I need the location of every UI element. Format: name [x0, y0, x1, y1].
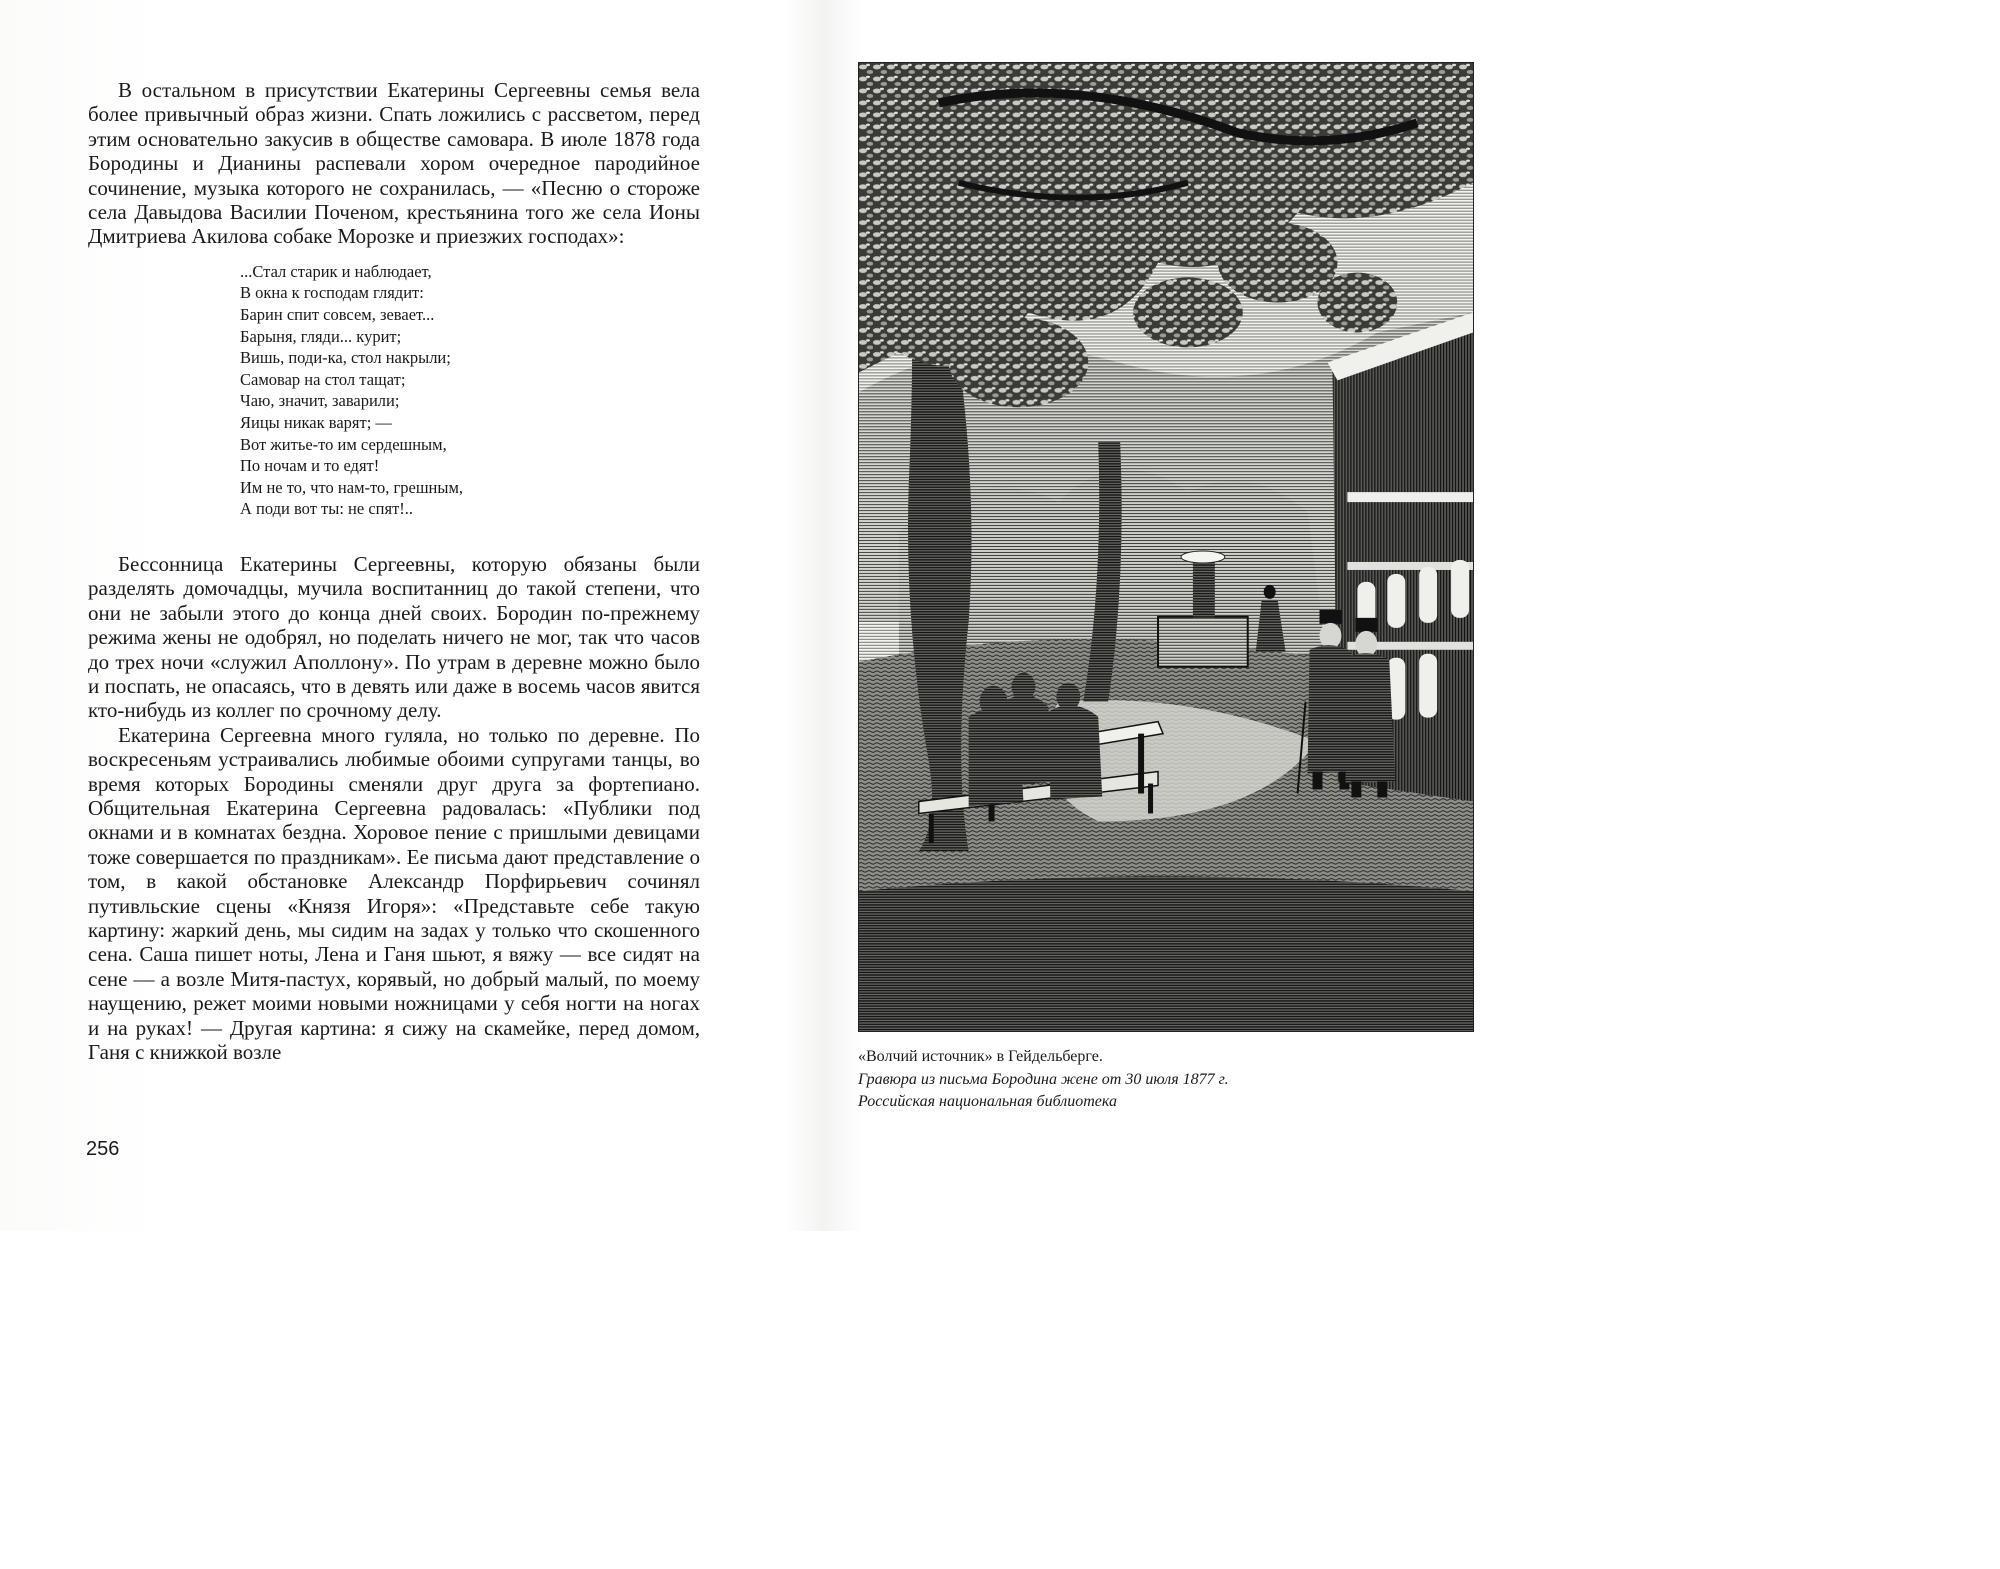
poem-line: ...Стал старик и наблюдает, — [240, 261, 432, 281]
poem-line: Барин спит совсем, зевает... — [240, 305, 435, 325]
engraving-illustration — [858, 62, 1474, 1032]
poem-quote — [240, 261, 700, 520]
left-page-text — [88, 78, 700, 1178]
poem-line: По ночам и то едят! — [240, 456, 380, 476]
caption-title: «Волчий источник» в Гейдельберге. — [858, 1048, 1103, 1065]
caption-library: Российская национальная библиотека — [858, 1093, 1117, 1111]
paragraph-1: В остальном в присутствии Екатерины Сергеевны семья вела более привычный образ жизни. Спать ложились с рассветом, перед этим основательно закусив в обществе самовара. В июле 1878 года Бородины и Дианины распевали хором очередное пародийное сочинение, музыка которого не сохранилась, — «Песню о стороже села Давыдова Василии Поченом, крестьянина того же села Ионы Дмитриева Акилова собаке Морозке и приезжих господах»: — [88, 78, 700, 249]
poem-line: Им не то, что нам-то, грешным, — [240, 477, 464, 497]
poem-line: А поди вот ты: не спят!.. — [240, 499, 414, 519]
poem-line: Самовар на стол тащат; — [240, 369, 406, 389]
page-number: 256 — [86, 1138, 120, 1160]
poem-line: Вот житье-то им сердешным, — [240, 434, 447, 454]
poem-line: Барыня, гляди... курит; — [240, 326, 402, 346]
paragraph-2: Бессонница Екатерины Сергеевны, которую обязаны были разделять домочадцы, мучила воспитанниц до такой степени, что они не забыли этого до конца дней своих. Бородин по-прежнему режима жены не одобрял, но поделать ничего не мог, так что часов до трех ночи «служил Аполлону». По утрам в деревне можно было и поспать, не опасаясь, что в девять или даже в восемь часов явится кто-нибудь из коллег по срочному делу. — [88, 551, 700, 723]
poem-line: В окна к господам глядит: — [240, 283, 424, 303]
paragraph-3: Екатерина Сергеевна много гуляла, но только по деревне. По воскресеньям устраивались любимые обоими супругами танцы, во время которых Бородины сменяли друг друга за фортепиано. Общительная Екатерина Сергеевна радовалась: «Публики под окнами и в комнатах бездна. Хоровое пение с пришлыми девицами тоже совершается по праздникам». Ее письма дают представление о том, в какой обстановке Александр Порфирьевич сочинял путивльские сцены «Князя Игоря»: «Представьте себе такую картину: жаркий день, мы сидим на задах у только что скошенного сена. Саша пишет ноты, Лена и Ганя шьют, я вяжу — все сидят на сене — а возле Митя-пастух, корявый, но добрый малый, по моему наущению, режет моими новыми ножницами у себя ногти на ногах и на руках! — Другая картина: я сижу на скамейке, перед домом, Ганя с книжкой возле — [88, 722, 700, 1065]
poem-line: Яицы никак варят; — — [240, 413, 392, 432]
illustration-caption — [858, 1046, 1474, 1114]
caption-source: Гравюра из письма Бородина жене от 30 июля 1877 г. — [858, 1070, 1229, 1088]
poem-line: Вишь, поди-ка, стол накрыли; — [240, 348, 451, 368]
poem-line: Чаю, значит, заварили; — [240, 391, 400, 411]
